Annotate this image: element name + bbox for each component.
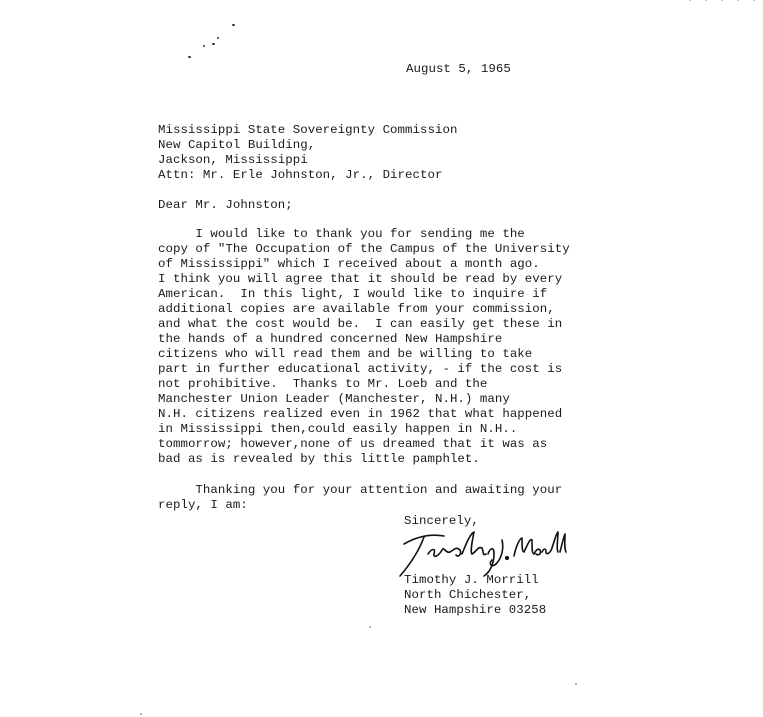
body-line: bad as is revealed by this little pamphlet.	[158, 452, 480, 466]
body-line: Manchester Union Leader (Manchester, N.H.) many	[158, 392, 510, 406]
scan-speck	[203, 45, 205, 47]
signer-address: North Chichester,	[404, 588, 532, 602]
body-line: I would like to thank you for sending me the	[158, 227, 525, 241]
address-line: Attn: Mr. Erle Johnston, Jr., Director	[158, 168, 443, 182]
body-line: additional copies are available from your commission,	[158, 302, 555, 316]
scan-artifact: · · · · ·	[686, 0, 759, 7]
body-line: and what the cost would be. I can easily get these in	[158, 317, 563, 331]
signer-name: Timothy J. Morrill	[404, 573, 539, 587]
address-line: Jackson, Mississippi	[158, 153, 308, 167]
body-line: in Mississippi then,could easily happen in N.H..	[158, 422, 518, 436]
scan-speck	[188, 56, 191, 58]
body-line: American. In this light, I would like to inquire if	[158, 287, 548, 301]
signer-address: New Hampshire 03258	[404, 603, 547, 617]
body-line: reply, I am:	[158, 498, 248, 512]
scan-speck	[217, 37, 219, 39]
address-line: Mississippi State Sovereignty Commission	[158, 123, 458, 137]
body-line: part in further educational activity, - if the cost is	[158, 362, 563, 376]
body-line: I think you will agree that it should be read by every	[158, 272, 563, 286]
scan-speck	[212, 43, 215, 45]
closing: Sincerely,	[404, 514, 479, 528]
body-line: N.H. citizens realized even in 1962 that what happened	[158, 407, 563, 421]
salutation: Dear Mr. Johnston;	[158, 198, 293, 212]
body-line: of Mississippi" which I received about a month ago.	[158, 257, 540, 271]
body-line: tommorrow; however,none of us dreamed that it was as	[158, 437, 548, 451]
body-line: the hands of a hundred concerned New Hampshire	[158, 332, 503, 346]
handwritten-signature	[398, 524, 568, 580]
address-line: New Capitol Building,	[158, 138, 316, 152]
body-line: copy of "The Occupation of the Campus of the University	[158, 242, 570, 256]
body-line: Thanking you for your attention and awaiting your	[158, 483, 563, 497]
letter-date: August 5, 1965	[406, 62, 511, 76]
body-line: not prohibitive. Thanks to Mr. Loeb and the	[158, 377, 488, 391]
scan-speck	[232, 24, 235, 26]
scan-speck	[369, 626, 371, 628]
scan-speck	[140, 713, 142, 715]
scan-speck	[575, 683, 577, 685]
body-line: citizens who will read them and be willing to take	[158, 347, 533, 361]
